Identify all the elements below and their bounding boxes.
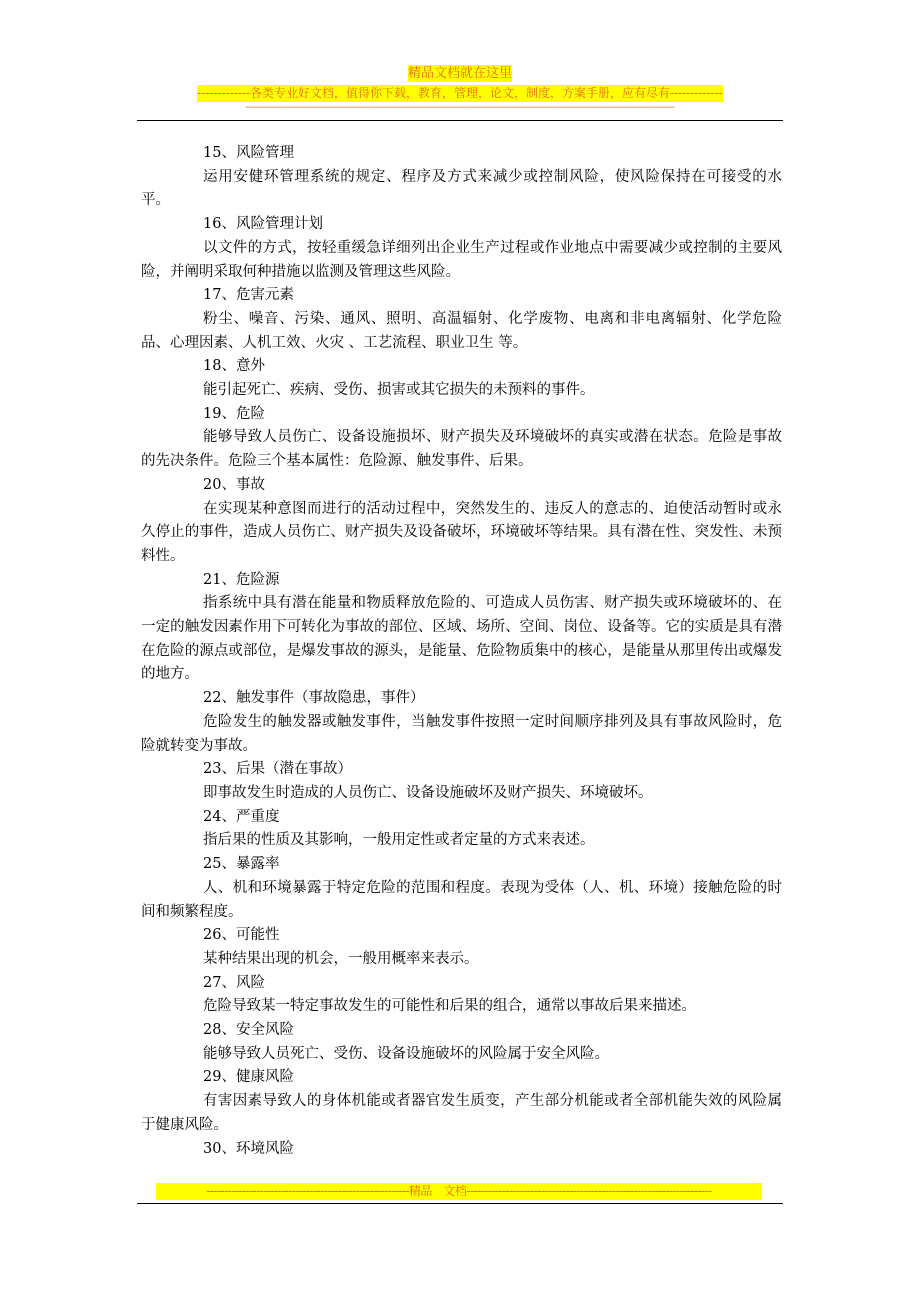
page-footer [156,1183,762,1200]
item-body: 危险发生的触发器或触发事件，当触发事件按照一定时间顺序排列及具有事故风险时，危险就转变为事故。 [141,713,782,754]
item-title: 17、危害元素 [203,287,294,304]
item-title: 21、危险源 [203,571,280,588]
item-title: 27、风险 [203,974,265,991]
item-title: 20、事故 [203,476,265,493]
item-body: 以文件的方式，按轻重缓急详细列出企业生产过程或作业地点中需要减少或控制的主要风险，并阐明采取何种措施以监测及管理这些风险。 [141,239,782,280]
item-title: 24、严重度 [203,808,280,825]
item-title: 18、意外 [203,358,265,375]
item-body: 有害因素导致人的身体机能或者器官发生质变，产生部分机能或者全部机能失效的风险属于健康风险。 [141,1093,782,1133]
item-body: 某种结果出现的机会，一般用概率来表示。 [203,950,479,967]
footer-divider [137,1203,783,1204]
item-title: 19、危险 [203,405,265,422]
item-body: 人、机和环境暴露于特定危险的范围和程度。表现为受体（人、机、环境）接触危险的时间和频繁程度。 [141,879,782,920]
item-body: 指后果的性质及其影响，一般用定性或者定量的方式来表述。 [203,832,595,849]
item-body: 危险导致某一特定事故发生的可能性和后果的组合，通常以事故后果来描述。 [203,998,696,1015]
document-body [141,142,782,1161]
header-dashes: ----------------------------------------------------------------------------------------------------------------------------------------------------- [245,103,675,113]
item-title: 16、风险管理计划 [203,216,323,233]
item-title: 29、健康风险 [203,1069,294,1086]
item-body: 能够导致人员死亡、受伤、设备设施破坏的风险属于安全风险。 [203,1045,609,1062]
item-body: 能引起死亡、疾病、受伤、损害或其它损失的未预料的事件。 [203,382,595,399]
item-title: 22、触发事件（事故隐患，事件） [203,690,425,707]
page-header [137,62,783,113]
item-body: 能够导致人员伤亡、设备设施损坏、财产损失及环境破坏的真实或潜在状态。危险是事故的先决条件。危险三个基本属性：危险源、触发事件、后果。 [141,429,782,470]
item-body: 运用安健环管理系统的规定、程序及方式来减少或控制风险，使风险保持在可接受的水平。 [141,168,782,209]
item-body: 即事故发生时造成的人员伤亡、设备设施破坏及财产损失、环境破坏。 [203,784,653,801]
header-divider [137,120,783,121]
item-title: 25、暴露率 [203,856,280,873]
footer-label: ---------------------------------------------------------精品 文档--------------------------------------------------------------------- [156,1183,762,1200]
item-body: 指系统中具有潜在能量和物质释放危险的、可造成人员伤害、财产损失或环境破坏的、在一定的触发因素作用下可转化为事故的部位、区域、场所、空间、岗位、设备等。它的实质是具有潜在危险的源点或部位，是爆发事故的源头，是能量、危险物质集中的核心，是能量从那里传出或爆发的地方。 [141,595,782,683]
header-title: 精品文档就在这里 [407,66,512,81]
item-body: 在实现某种意图而进行的活动过程中，突然发生的、违反人的意志的、迫使活动暂时或永久停止的事件，造成人员伤亡、财产损失及设备破坏，环境破坏等结果。具有潜在性、突发性、未预料性。 [141,500,782,564]
item-title: 30、环境风险 [203,1140,294,1157]
item-title: 23、后果（潜在事故） [203,761,352,778]
header-tagline: -------------各类专业好文档，值得你下载，教育，管理，论文，制度，方案手册，应有尽有------------- [197,86,723,100]
item-body: 粉尘、噪音、污染、通风、照明、高温辐射、化学废物、电离和非电离辐射、化学危险品、心理因素、人机工效、火灾 、工艺流程、职业卫生 等。 [141,310,782,351]
item-title: 26、可能性 [203,927,280,944]
item-title: 15、风险管理 [203,145,294,161]
item-title: 28、安全风险 [203,1022,294,1039]
